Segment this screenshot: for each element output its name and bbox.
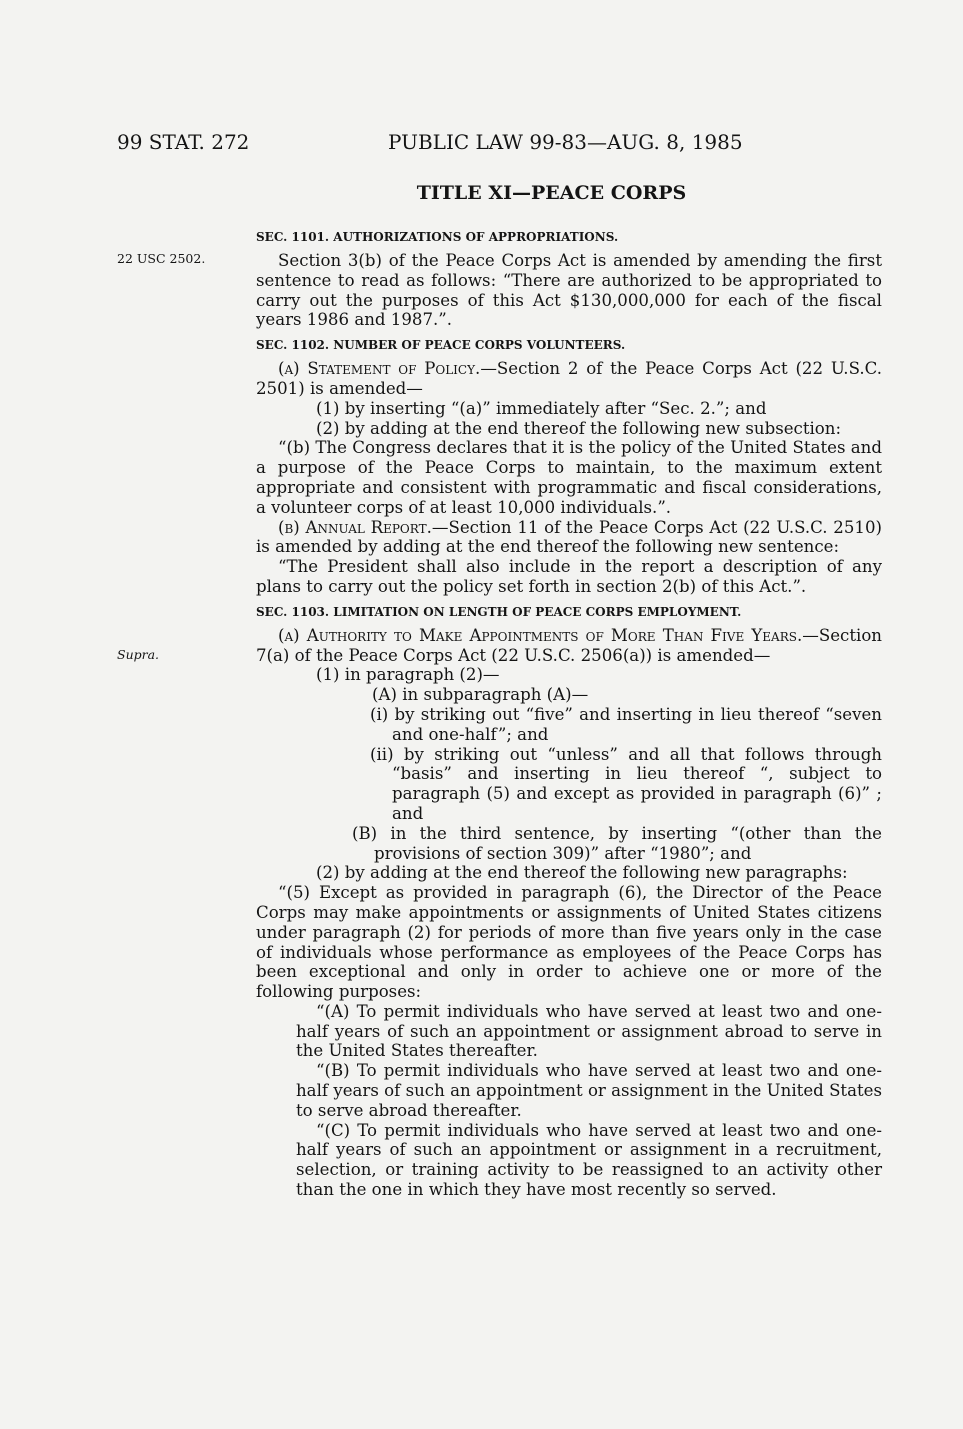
margin-note-supra: Supra. bbox=[117, 647, 160, 662]
section-1102-a1: (1) by inserting “(a)” immediately after “Sec. 2.”; and bbox=[316, 398, 767, 418]
section-1101-text: Section 3(b) of the Peace Corps Act is amended by amending the first sentence to read as follows: “There are authorized to be appropriated to carry out the purposes of this Act $130,000,000 for each of the fiscal years 1986 and 1987.”. bbox=[256, 251, 882, 330]
subsection-text: —Section 2 of the Peace Corps Act (22 U.S.C. 2501) is amended— bbox=[256, 359, 882, 398]
section-1102-a2: (2) by adding at the end thereof the following new subsection: bbox=[316, 418, 842, 438]
section-1103-qB: “(B) To permit individuals who have served at least two and one-half years of such an appointment or assignment in the United States to serve abroad thereafter. bbox=[296, 1061, 882, 1120]
section-1103-p2: (2) by adding at the end thereof the following new paragraphs: bbox=[316, 863, 848, 883]
section-1102-b-quote: “The President shall also include in the report a description of any plans to carry out the policy set forth in section 2(b) of this Act.”. bbox=[256, 557, 882, 596]
section-1103-pAii: (ii) by striking out “unless” and all that follows through “basis” and inserting in lieu thereof “, subject to paragraph (5) and except as provided in paragraph (6)” ; and bbox=[370, 744, 882, 823]
body-column bbox=[256, 222, 882, 1200]
section-1102-a bbox=[256, 359, 882, 399]
margin-note-usc: 22 USC 2502. bbox=[117, 251, 206, 266]
subsection-label: (b) Annual Report. bbox=[278, 517, 432, 537]
subsection-text: —Section 11 of the Peace Corps Act (22 U.S.C. 2510) is amended by adding at the end thereof the following new sentence: bbox=[256, 517, 882, 557]
section-heading-1101: SEC. 1101. AUTHORIZATIONS OF APPROPRIATIONS. bbox=[256, 230, 619, 244]
statute-page-number: 99 STAT. 272 bbox=[117, 130, 250, 154]
subsection-text: —Section 7(a) of the Peace Corps Act (22 U.S.C. 2506(a)) is amended— bbox=[256, 625, 882, 665]
section-1103-pA: (A) in subparagraph (A)— bbox=[372, 685, 589, 705]
section-1103-q5: “(5) Except as provided in paragraph (6), the Director of the Peace Corps may make appointments or assignments of United States citizens under paragraph (2) for periods of more than five years only in the case of individuals whose performance as employees of the Peace Corps has been exceptional and only in order to achieve one or more of the following purposes: bbox=[256, 883, 882, 1002]
section-1103-pB: (B) in the third sentence, by inserting “(other than the provisions of section 309)” after “1980”; and bbox=[352, 823, 882, 863]
section-1103-p1: (1) in paragraph (2)— bbox=[316, 665, 500, 685]
subsection-label: (a) Statement of Policy. bbox=[278, 359, 481, 379]
section-heading-1103: SEC. 1103. LIMITATION ON LENGTH OF PEACE CORPS EMPLOYMENT. bbox=[256, 604, 742, 619]
title-heading: TITLE XI—PEACE CORPS bbox=[416, 182, 687, 204]
section-1102-b bbox=[256, 518, 882, 558]
public-law-header: PUBLIC LAW 99-83—AUG. 8, 1985 bbox=[388, 130, 743, 154]
section-1103-qA: “(A) To permit individuals who have served at least two and one-half years of such an appointment or assignment abroad to serve in the United States thereafter. bbox=[296, 1001, 882, 1061]
section-1103-qC: “(C) To permit individuals who have served at least two and one-half years of such an appointment or assignment in a recruitment, selection, or training activity to be reassigned to an activity other than the one in which they have most recently so served. bbox=[296, 1120, 882, 1200]
section-heading-1102: SEC. 1102. NUMBER OF PEACE CORPS VOLUNTEERS. bbox=[256, 338, 626, 353]
section-1102-a-quote: “(b) The Congress declares that it is the policy of the United States and a purpose of the Peace Corps to maintain, to the maximum extent appropriate and consistent with programmatic and fiscal considerations, a volunteer corps of at least 10,000 individuals.”. bbox=[256, 438, 882, 517]
section-1103-a bbox=[256, 626, 882, 666]
subsection-label: (a) Authority to Make Appointments of More Than Five Years. bbox=[278, 625, 803, 645]
section-1103-pAi: (i) by striking out “five” and inserting in lieu thereof “seven and one-half”; and bbox=[370, 704, 882, 744]
